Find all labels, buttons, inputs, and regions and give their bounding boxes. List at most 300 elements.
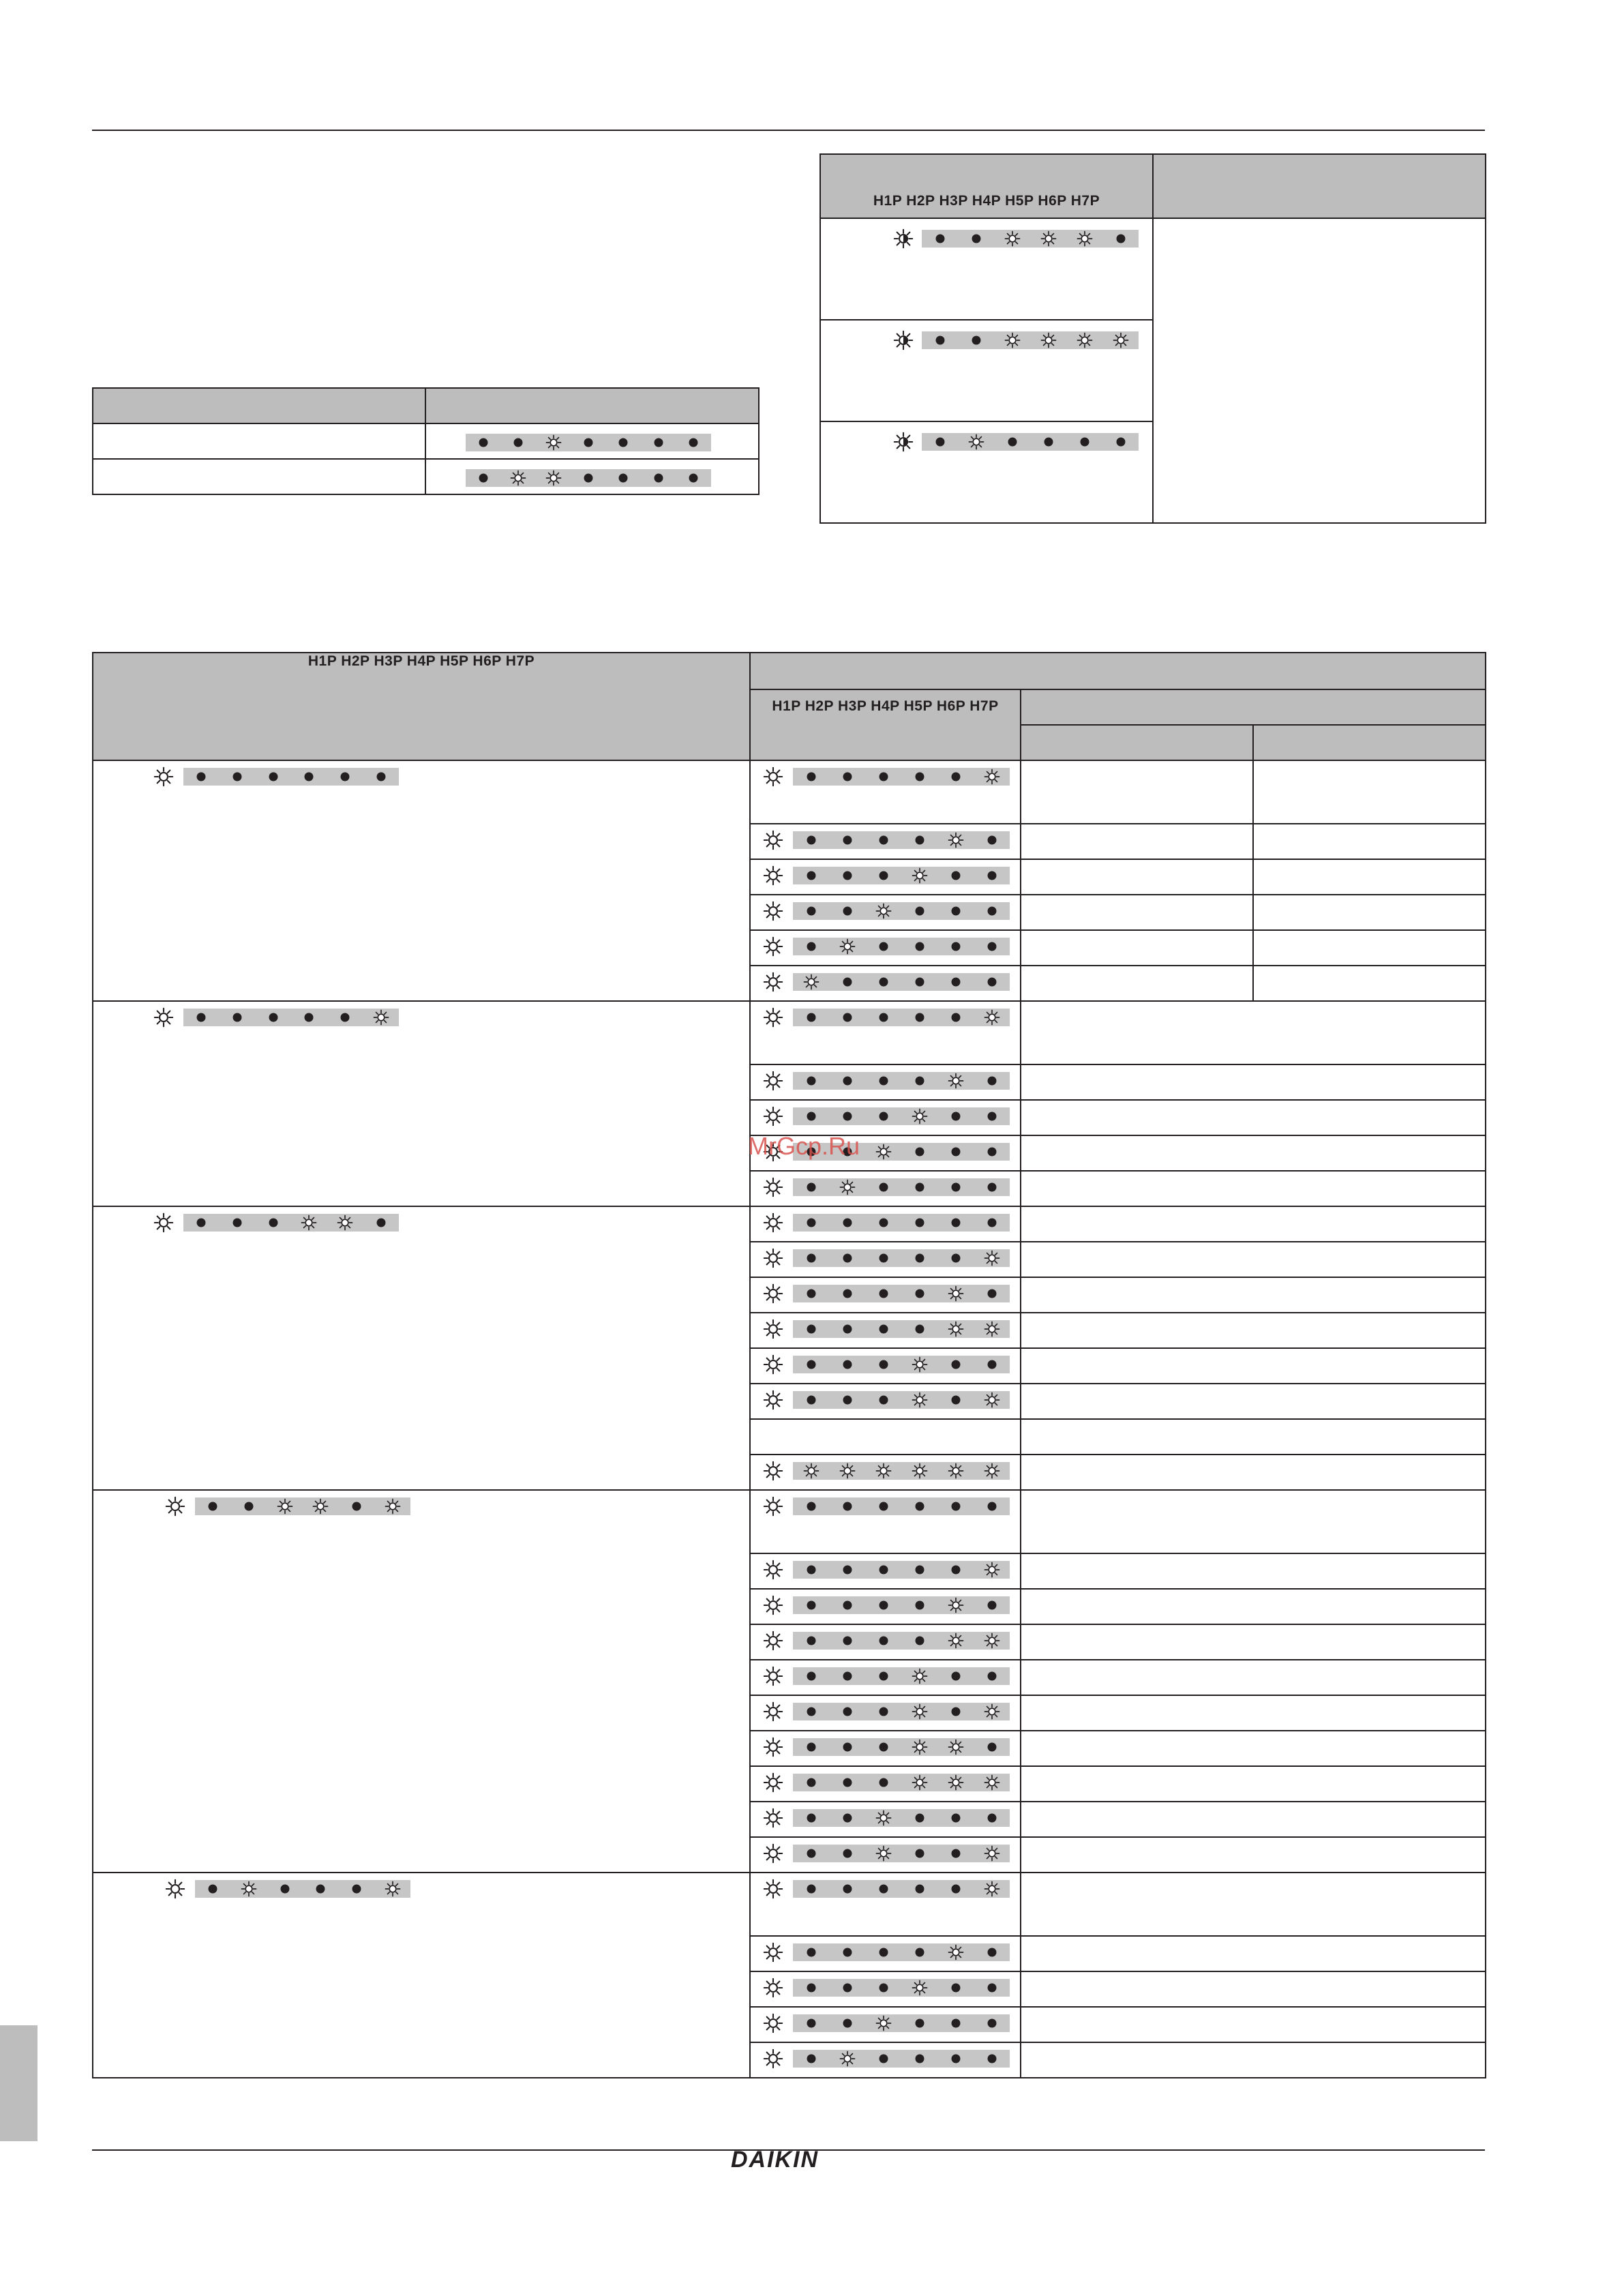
value-cell — [1021, 1100, 1486, 1135]
led-strip — [793, 1667, 1010, 1685]
off-led-icon — [839, 1356, 856, 1373]
value-cell-b — [1253, 966, 1486, 1001]
half-led-icon — [893, 228, 914, 249]
blink-led-icon — [1004, 332, 1021, 348]
led-strip — [793, 902, 1010, 920]
value-cell — [1021, 1589, 1486, 1624]
sub-led-cell — [750, 824, 1021, 859]
sub-led-cell — [750, 1660, 1021, 1695]
led-strip — [922, 433, 1139, 451]
off-led-icon — [803, 1668, 819, 1684]
sub-led-cell — [750, 1419, 1021, 1455]
off-led-icon — [803, 1285, 819, 1302]
led-strip — [793, 2050, 1010, 2068]
led-strip — [793, 1809, 1010, 1827]
off-led-icon — [912, 1498, 928, 1515]
value-cell — [1021, 2007, 1486, 2042]
off-led-icon — [984, 1179, 1000, 1195]
blink-led-icon — [984, 1463, 1000, 1479]
value-cell — [1021, 1936, 1486, 1971]
watermark: MrGcp.Ru — [748, 1132, 860, 1160]
blink-led-icon — [763, 1354, 783, 1375]
blink-led-icon — [984, 769, 1000, 785]
value-cell — [1021, 1313, 1486, 1348]
blink-led-icon — [763, 1978, 783, 1998]
off-led-icon — [948, 938, 964, 955]
off-led-icon — [875, 1774, 892, 1791]
led-strip — [793, 1462, 1010, 1480]
off-led-icon — [948, 1179, 964, 1195]
blink-led-icon — [912, 867, 928, 884]
blink-led-icon — [763, 1843, 783, 1864]
blink-led-icon — [337, 1214, 353, 1231]
sub-led-cell — [750, 760, 1021, 824]
off-led-icon — [875, 832, 892, 848]
blink-led-icon — [763, 865, 783, 886]
led-strip — [793, 1497, 1010, 1515]
value-cell — [1021, 1348, 1486, 1384]
sub-led-cell — [750, 1100, 1021, 1135]
small-table-header-b — [425, 388, 759, 423]
off-led-icon — [839, 1073, 856, 1089]
off-led-icon — [839, 1285, 856, 1302]
off-led-icon — [839, 1810, 856, 1826]
value-cell-b — [1253, 895, 1486, 930]
blink-led-icon — [839, 2051, 856, 2067]
off-led-icon — [875, 1214, 892, 1231]
blink-led-icon — [948, 1944, 964, 1960]
off-led-icon — [948, 2051, 964, 2067]
sub-led-cell — [750, 2042, 1021, 2078]
off-led-icon — [912, 1944, 928, 1960]
off-led-icon — [1004, 434, 1021, 450]
blink-led-icon — [803, 974, 819, 990]
blink-led-icon — [763, 1630, 783, 1651]
off-led-icon — [875, 2051, 892, 2067]
led-strip — [793, 973, 1010, 991]
small-table-header-a — [93, 388, 425, 423]
off-led-icon — [803, 1179, 819, 1195]
off-led-icon — [1113, 230, 1129, 247]
off-led-icon — [984, 1668, 1000, 1684]
value-cell — [1021, 1001, 1486, 1064]
off-led-icon — [968, 332, 984, 348]
off-led-icon — [948, 1881, 964, 1897]
led-strip — [183, 1214, 399, 1232]
off-led-icon — [839, 1944, 856, 1960]
blink-led-icon — [875, 1845, 892, 1862]
sub-led-cell — [750, 1936, 1021, 1971]
off-led-icon — [948, 769, 964, 785]
off-led-icon — [839, 1498, 856, 1515]
value-cell — [1021, 1553, 1486, 1589]
blink-led-icon — [373, 1009, 389, 1026]
led-strip — [793, 1009, 1010, 1026]
off-led-icon — [948, 1498, 964, 1515]
off-led-icon — [839, 1703, 856, 1720]
off-led-icon — [875, 1562, 892, 1578]
blink-led-icon — [545, 434, 562, 451]
blink-led-icon — [948, 1285, 964, 1302]
blink-led-icon — [948, 832, 964, 848]
value-cell — [1021, 1455, 1486, 1490]
blink-led-icon — [763, 1808, 783, 1828]
off-led-icon — [984, 974, 1000, 990]
blink-led-icon — [839, 1463, 856, 1479]
mode-cell — [93, 1873, 750, 2078]
blink-led-icon — [948, 1597, 964, 1613]
off-led-icon — [373, 1214, 389, 1231]
off-led-icon — [193, 1009, 209, 1026]
blink-led-icon — [875, 1144, 892, 1160]
small-table-row-leds — [425, 423, 759, 459]
off-led-icon — [932, 332, 948, 348]
off-led-icon — [912, 1179, 928, 1195]
blink-led-icon — [510, 470, 526, 486]
led-strip — [793, 1703, 1010, 1720]
off-led-icon — [875, 938, 892, 955]
off-led-icon — [875, 1250, 892, 1266]
blink-led-icon — [763, 1772, 783, 1793]
off-led-icon — [803, 867, 819, 884]
off-led-icon — [984, 1498, 1000, 1515]
blink-led-icon — [165, 1879, 185, 1899]
off-led-icon — [265, 1214, 282, 1231]
value-cell — [1021, 1242, 1486, 1277]
led-strip — [922, 331, 1139, 349]
value-cell-b — [1253, 824, 1486, 859]
blink-led-icon — [763, 2048, 783, 2069]
main-header-right-sub — [750, 689, 1021, 760]
led-strip — [793, 1774, 1010, 1791]
off-led-icon — [839, 1774, 856, 1791]
off-led-icon — [875, 1179, 892, 1195]
off-led-icon — [839, 832, 856, 848]
blink-led-icon — [301, 1214, 317, 1231]
off-led-icon — [875, 1285, 892, 1302]
off-led-icon — [948, 2015, 964, 2031]
off-led-icon — [839, 2015, 856, 2031]
right-table-description — [1153, 218, 1486, 523]
value-cell-b — [1253, 930, 1486, 966]
off-led-icon — [912, 1214, 928, 1231]
led-strip — [183, 768, 399, 786]
off-led-icon — [948, 1703, 964, 1720]
blink-led-icon — [763, 1461, 783, 1481]
off-led-icon — [803, 1845, 819, 1862]
blink-led-icon — [545, 470, 562, 486]
off-led-icon — [803, 769, 819, 785]
mode-cell — [93, 1001, 750, 1206]
top-rule — [92, 130, 1485, 131]
off-led-icon — [803, 938, 819, 955]
off-led-icon — [803, 1562, 819, 1578]
blink-led-icon — [948, 1774, 964, 1791]
off-led-icon — [373, 769, 389, 785]
value-cell — [1021, 1766, 1486, 1802]
sub-led-cell — [750, 1171, 1021, 1206]
blink-led-icon — [312, 1498, 329, 1515]
blink-led-icon — [875, 2015, 892, 2031]
mode-cell — [93, 760, 750, 1001]
off-led-icon — [984, 1810, 1000, 1826]
off-led-icon — [839, 769, 856, 785]
off-led-icon — [875, 1108, 892, 1124]
blink-led-icon — [912, 1668, 928, 1684]
blink-led-icon — [912, 1108, 928, 1124]
small-table-row-leds — [425, 459, 759, 494]
off-led-icon — [984, 1739, 1000, 1755]
blink-led-icon — [763, 972, 783, 992]
blink-led-icon — [948, 1739, 964, 1755]
off-led-icon — [875, 1321, 892, 1337]
blink-led-icon — [165, 1496, 185, 1517]
blink-led-icon — [763, 1071, 783, 1091]
off-led-icon — [912, 2015, 928, 2031]
daikin-logo: DAIKIN — [731, 2147, 819, 2173]
off-led-icon — [803, 1739, 819, 1755]
off-led-icon — [839, 974, 856, 990]
off-led-icon — [948, 1214, 964, 1231]
off-led-icon — [984, 1944, 1000, 1960]
off-led-icon — [803, 1881, 819, 1897]
value-cell — [1021, 1419, 1486, 1455]
blink-led-icon — [984, 1562, 1000, 1578]
main-table-body — [93, 760, 1486, 2078]
value-cell — [1021, 1171, 1486, 1206]
led-strip — [793, 1072, 1010, 1090]
blink-led-icon — [803, 1463, 819, 1479]
blink-led-icon — [763, 901, 783, 921]
off-led-icon — [984, 938, 1000, 955]
mode-cell — [93, 1490, 750, 1873]
off-led-icon — [803, 1498, 819, 1515]
off-led-icon — [984, 903, 1000, 919]
off-led-icon — [650, 434, 667, 451]
blink-led-icon — [839, 1179, 856, 1195]
sub-led-cell — [750, 1490, 1021, 1553]
off-led-icon — [948, 1392, 964, 1408]
off-led-icon — [685, 434, 702, 451]
off-led-icon — [803, 1214, 819, 1231]
off-led-icon — [839, 1562, 856, 1578]
off-led-icon — [337, 1009, 353, 1026]
off-led-icon — [912, 1250, 928, 1266]
led-strip — [793, 1845, 1010, 1862]
off-led-icon — [875, 1668, 892, 1684]
value-cell-b — [1253, 760, 1486, 824]
blink-led-icon — [1077, 230, 1093, 247]
main-header-right-top — [750, 653, 1486, 689]
off-led-icon — [1113, 434, 1129, 450]
off-led-icon — [265, 769, 282, 785]
off-led-icon — [875, 769, 892, 785]
blink-led-icon — [763, 1106, 783, 1127]
off-led-icon — [875, 974, 892, 990]
off-led-icon — [277, 1881, 293, 1897]
led-strip — [793, 1880, 1010, 1898]
led-strip — [183, 1009, 399, 1026]
off-led-icon — [839, 1597, 856, 1613]
led-strip — [793, 1738, 1010, 1756]
blink-led-icon — [984, 1774, 1000, 1791]
off-led-icon — [948, 974, 964, 990]
value-cell — [1021, 2042, 1486, 2078]
off-led-icon — [839, 1108, 856, 1124]
value-cell-a — [1021, 895, 1253, 930]
blink-led-icon — [984, 1632, 1000, 1649]
off-led-icon — [948, 1810, 964, 1826]
value-cell — [1021, 1064, 1486, 1100]
off-led-icon — [984, 1980, 1000, 1996]
off-led-icon — [839, 1632, 856, 1649]
off-led-icon — [948, 1356, 964, 1373]
sub-led-cell — [750, 1001, 1021, 1064]
off-led-icon — [912, 832, 928, 848]
off-led-icon — [984, 1108, 1000, 1124]
led-strip — [466, 469, 711, 487]
off-led-icon — [948, 1845, 964, 1862]
value-cell — [1021, 1490, 1486, 1553]
off-led-icon — [912, 1321, 928, 1337]
off-led-icon — [839, 1214, 856, 1231]
sub-led-cell — [750, 1624, 1021, 1660]
right-led-table — [819, 153, 1486, 524]
sub-led-cell — [750, 1455, 1021, 1490]
off-led-icon — [229, 1009, 245, 1026]
blink-led-icon — [912, 1980, 928, 1996]
main-led-table — [92, 652, 1486, 2078]
off-led-icon — [1040, 434, 1057, 450]
led-strip — [922, 230, 1139, 248]
off-led-icon — [948, 1668, 964, 1684]
blink-led-icon — [763, 1879, 783, 1899]
off-led-icon — [984, 1144, 1000, 1160]
blink-led-icon — [153, 1212, 174, 1233]
value-cell — [1021, 1624, 1486, 1660]
blink-led-icon — [763, 1248, 783, 1268]
blink-led-icon — [912, 1774, 928, 1791]
off-led-icon — [803, 832, 819, 848]
off-led-icon — [839, 1980, 856, 1996]
off-led-icon — [475, 434, 492, 451]
off-led-icon — [615, 434, 631, 451]
off-led-icon — [912, 974, 928, 990]
off-led-icon — [205, 1498, 221, 1515]
off-led-icon — [875, 1498, 892, 1515]
off-led-icon — [839, 903, 856, 919]
blink-led-icon — [763, 1666, 783, 1686]
off-led-icon — [968, 230, 984, 247]
value-cell — [1021, 1837, 1486, 1873]
off-led-icon — [803, 1356, 819, 1373]
mode-cell — [93, 1206, 750, 1490]
led-strip — [793, 938, 1010, 955]
off-led-icon — [241, 1498, 257, 1515]
value-cell — [1021, 1135, 1486, 1171]
value-cell-a — [1021, 824, 1253, 859]
off-led-icon — [839, 1739, 856, 1755]
blink-led-icon — [912, 1703, 928, 1720]
blink-led-icon — [153, 1007, 174, 1028]
off-led-icon — [301, 769, 317, 785]
sub-led-cell — [750, 1837, 1021, 1873]
off-led-icon — [193, 769, 209, 785]
off-led-icon — [912, 1881, 928, 1897]
off-led-icon — [193, 1214, 209, 1231]
value-cell — [1021, 1802, 1486, 1837]
led-strip — [793, 1249, 1010, 1267]
off-led-icon — [839, 1845, 856, 1862]
blink-led-icon — [763, 1212, 783, 1233]
off-led-icon — [803, 1250, 819, 1266]
off-led-icon — [875, 1597, 892, 1613]
small-table-row-label — [93, 459, 425, 494]
blink-led-icon — [763, 1701, 783, 1722]
led-strip — [793, 1285, 1010, 1302]
blink-led-icon — [968, 434, 984, 450]
blink-led-icon — [984, 1392, 1000, 1408]
off-led-icon — [205, 1881, 221, 1897]
off-led-icon — [803, 1108, 819, 1124]
off-led-icon — [912, 1810, 928, 1826]
blink-led-icon — [984, 1845, 1000, 1862]
off-led-icon — [984, 867, 1000, 884]
led-strip — [793, 1178, 1010, 1196]
blink-led-icon — [984, 1321, 1000, 1337]
off-led-icon — [875, 1009, 892, 1026]
off-led-icon — [948, 1250, 964, 1266]
blink-led-icon — [839, 938, 856, 955]
main-header-left — [93, 653, 750, 760]
sub-led-cell — [750, 1553, 1021, 1589]
value-cell-a — [1021, 760, 1253, 824]
right-table-row — [820, 421, 1153, 523]
off-led-icon — [875, 1392, 892, 1408]
led-strip — [793, 1979, 1010, 1997]
off-led-icon — [875, 1944, 892, 1960]
blink-led-icon — [948, 1463, 964, 1479]
value-cell — [1021, 1384, 1486, 1419]
value-cell-b — [1253, 859, 1486, 895]
off-led-icon — [312, 1881, 329, 1897]
blink-led-icon — [984, 1009, 1000, 1026]
off-led-icon — [301, 1009, 317, 1026]
led-strip — [195, 1880, 410, 1898]
blink-led-icon — [763, 1595, 783, 1615]
off-led-icon — [803, 1073, 819, 1089]
blink-led-icon — [1040, 230, 1057, 247]
off-led-icon — [984, 1073, 1000, 1089]
blink-led-icon — [763, 766, 783, 787]
off-led-icon — [839, 1392, 856, 1408]
off-led-icon — [839, 1250, 856, 1266]
off-led-icon — [337, 769, 353, 785]
off-led-icon — [984, 1285, 1000, 1302]
off-led-icon — [1077, 434, 1093, 450]
right-table-header-desc — [1153, 154, 1486, 218]
off-led-icon — [803, 1810, 819, 1826]
value-cell — [1021, 1971, 1486, 2007]
off-led-icon — [803, 1392, 819, 1408]
blink-led-icon — [763, 936, 783, 957]
off-led-icon — [948, 1108, 964, 1124]
blink-led-icon — [385, 1498, 401, 1515]
blink-led-icon — [763, 1390, 783, 1410]
blink-led-icon — [912, 1392, 928, 1408]
off-led-icon — [984, 2015, 1000, 2031]
off-led-icon — [912, 2051, 928, 2067]
